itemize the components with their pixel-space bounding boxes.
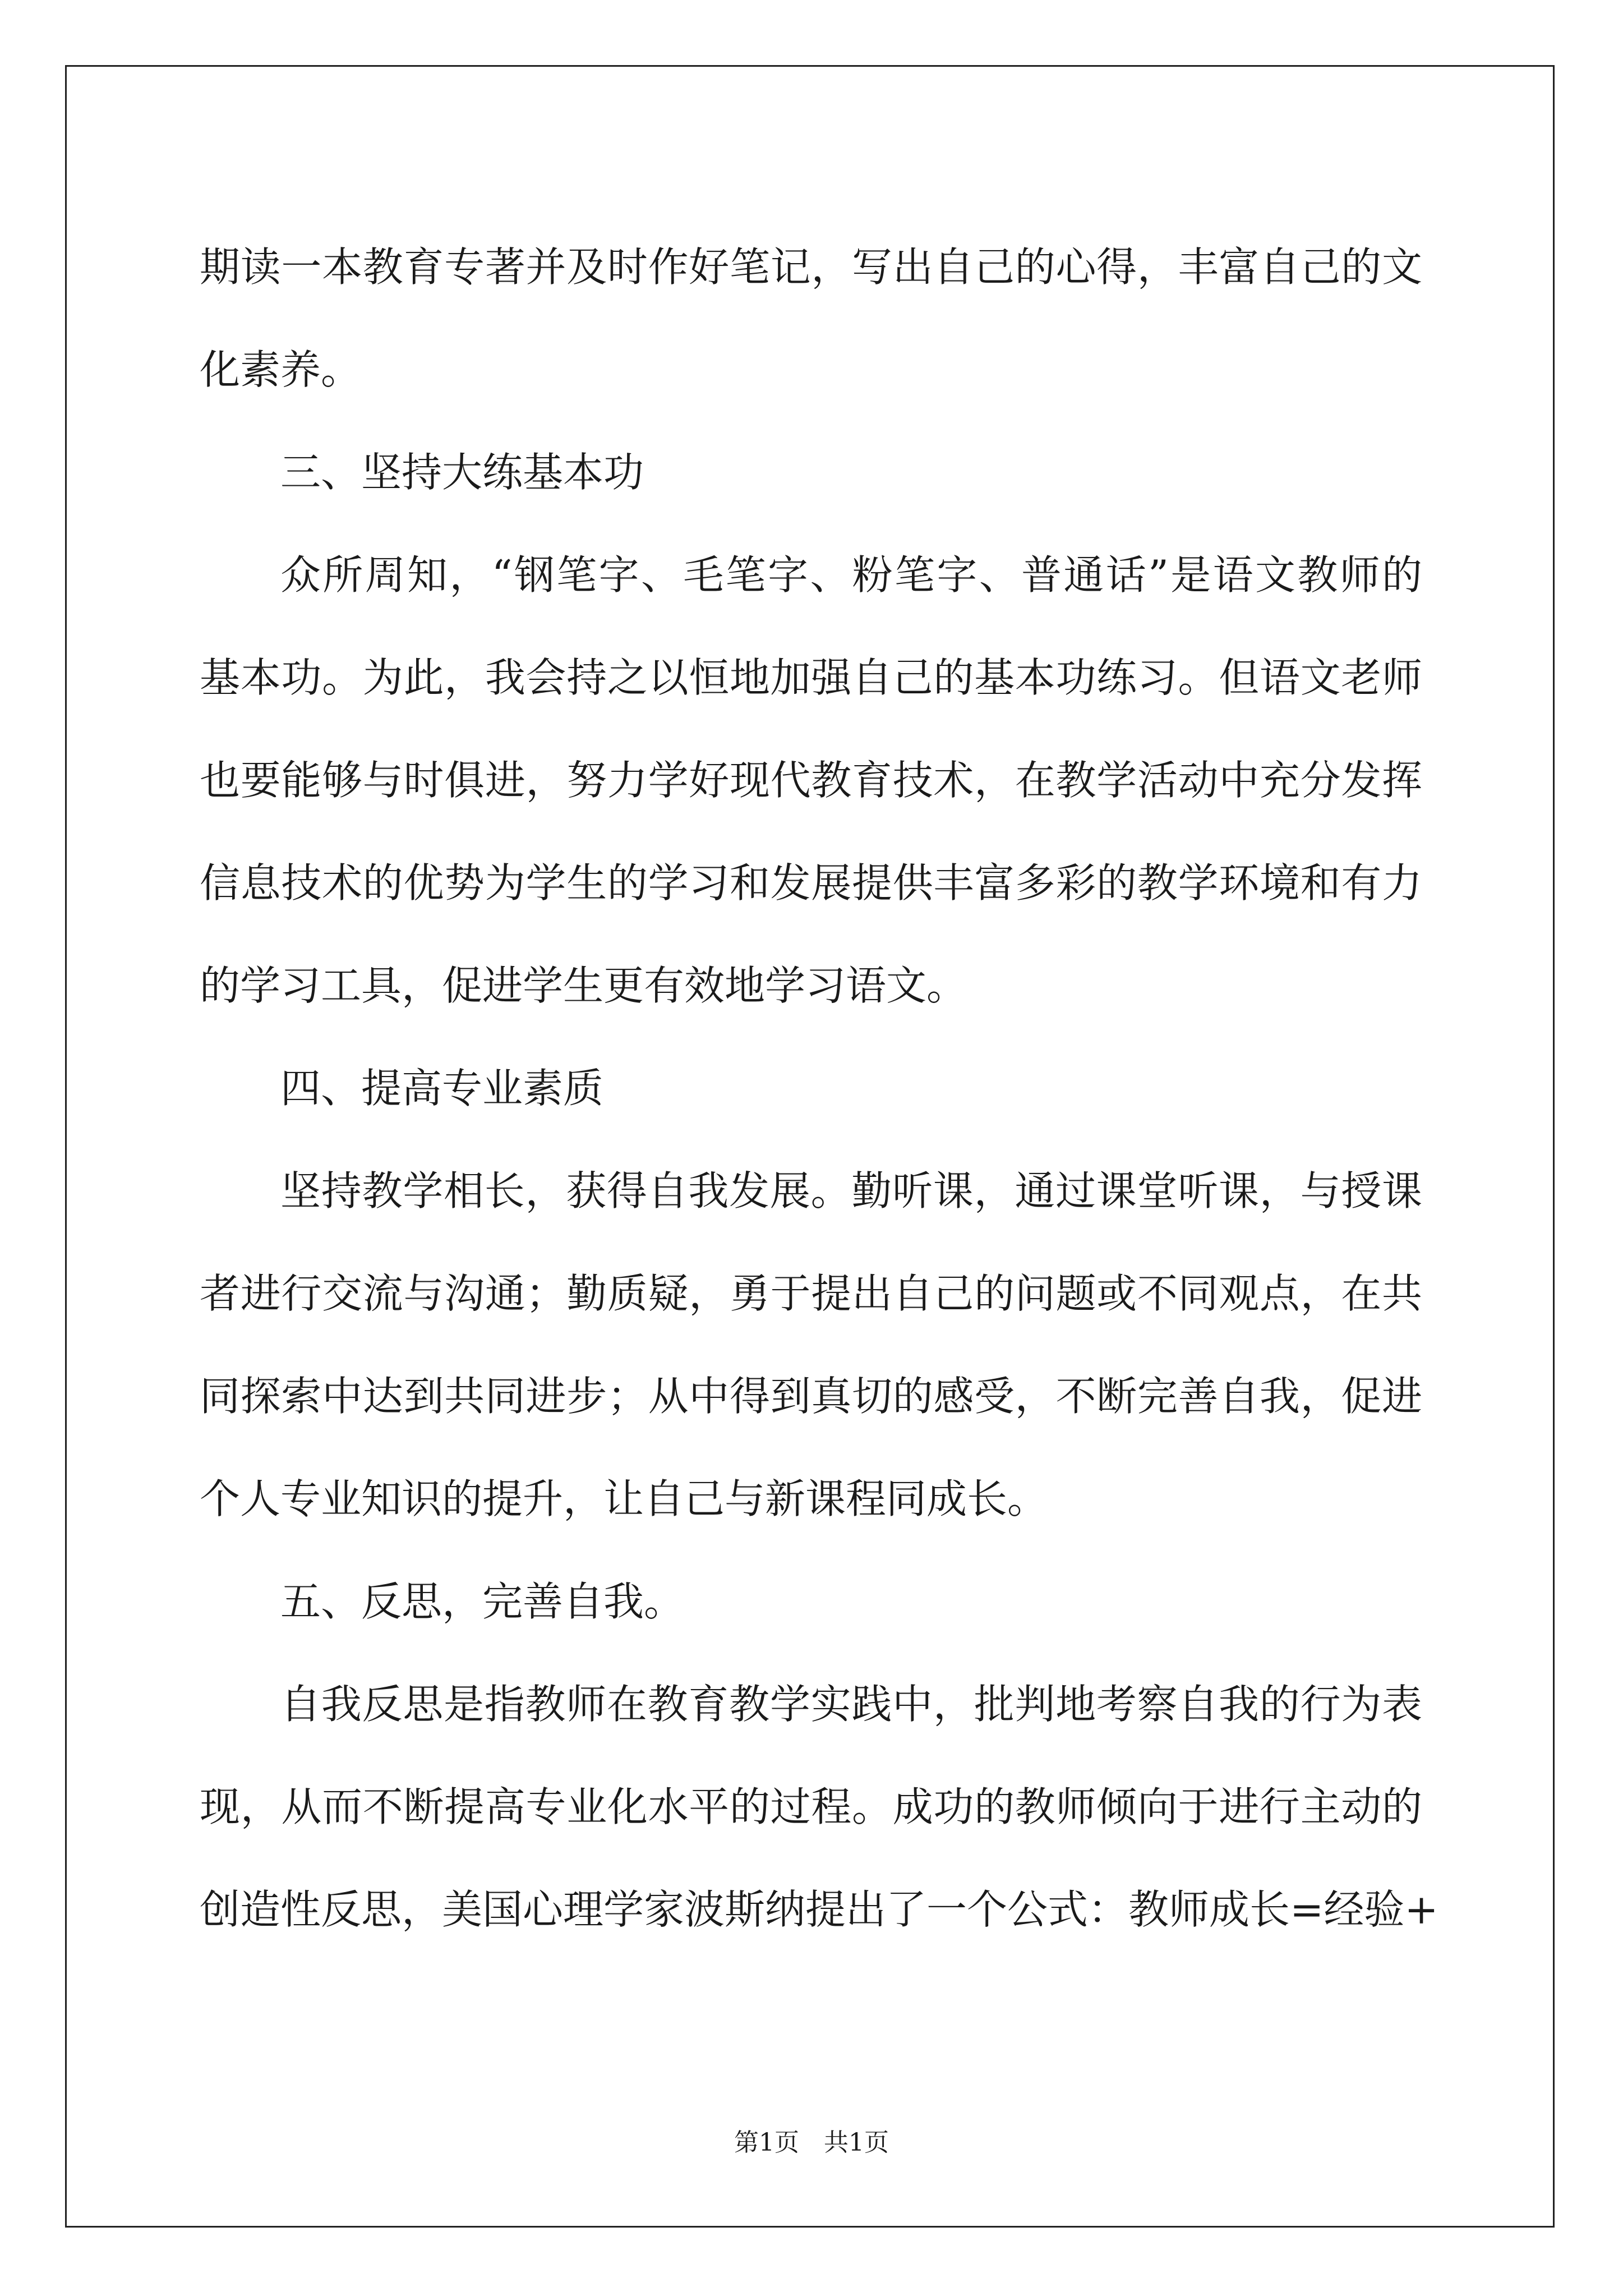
text-line: 现，从而不断提高专业化水平的过程。成功的教师倾向于进行主动的 <box>200 1783 1422 1830</box>
text-line: 众所周知，“钢笔字、毛笔字、粉笔字、普通话”是语文教师的 <box>280 551 1422 599</box>
text-line: 的学习工具，促进学生更有效地学习语文。 <box>200 962 967 1009</box>
text-line: 坚持教学相长，获得自我发展。勤听课，通过课堂听课，与授课 <box>280 1167 1422 1214</box>
text-line: 四、提高专业素质 <box>280 1065 604 1112</box>
text-line: 五、反思，完善自我。 <box>280 1578 685 1625</box>
text-line: 信息技术的优势为学生的学习和发展提供丰富多彩的教学环境和有力 <box>200 859 1422 907</box>
text-line: 同探索中达到共同进步；从中得到真切的感受，不断完善自我，促进 <box>200 1373 1422 1420</box>
page-footer <box>0 2126 1623 2160</box>
text-line: 化素养。 <box>200 346 362 393</box>
text-line: 也要能够与时俱进，努力学好现代教育技术，在教学活动中充分发挥 <box>200 757 1422 804</box>
text-line: 基本功。为此，我会持之以恒地加强自己的基本功练习。但语文老师 <box>200 654 1422 701</box>
document-body <box>200 216 1438 1961</box>
text-line: 创造性反思，美国心理学家波斯纳提出了一个公式：教师成长=经验+ <box>200 1886 1438 1933</box>
text-line: 期读一本教育专著并及时作好笔记，写出自己的心得，丰富自己的文 <box>200 243 1422 291</box>
text-line: 个人专业知识的提升，让自己与新课程同成长。 <box>200 1475 1048 1522</box>
page-number-current: 第1页 <box>734 2128 799 2157</box>
text-line: 三、坚持大练基本功 <box>280 449 644 496</box>
page-number-total: 共1页 <box>824 2128 889 2157</box>
text-line: 者进行交流与沟通；勤质疑，勇于提出自己的问题或不同观点，在共 <box>200 1270 1422 1317</box>
text-line: 自我反思是指教师在教育教学实践中，批判地考察自我的行为表 <box>280 1681 1422 1728</box>
